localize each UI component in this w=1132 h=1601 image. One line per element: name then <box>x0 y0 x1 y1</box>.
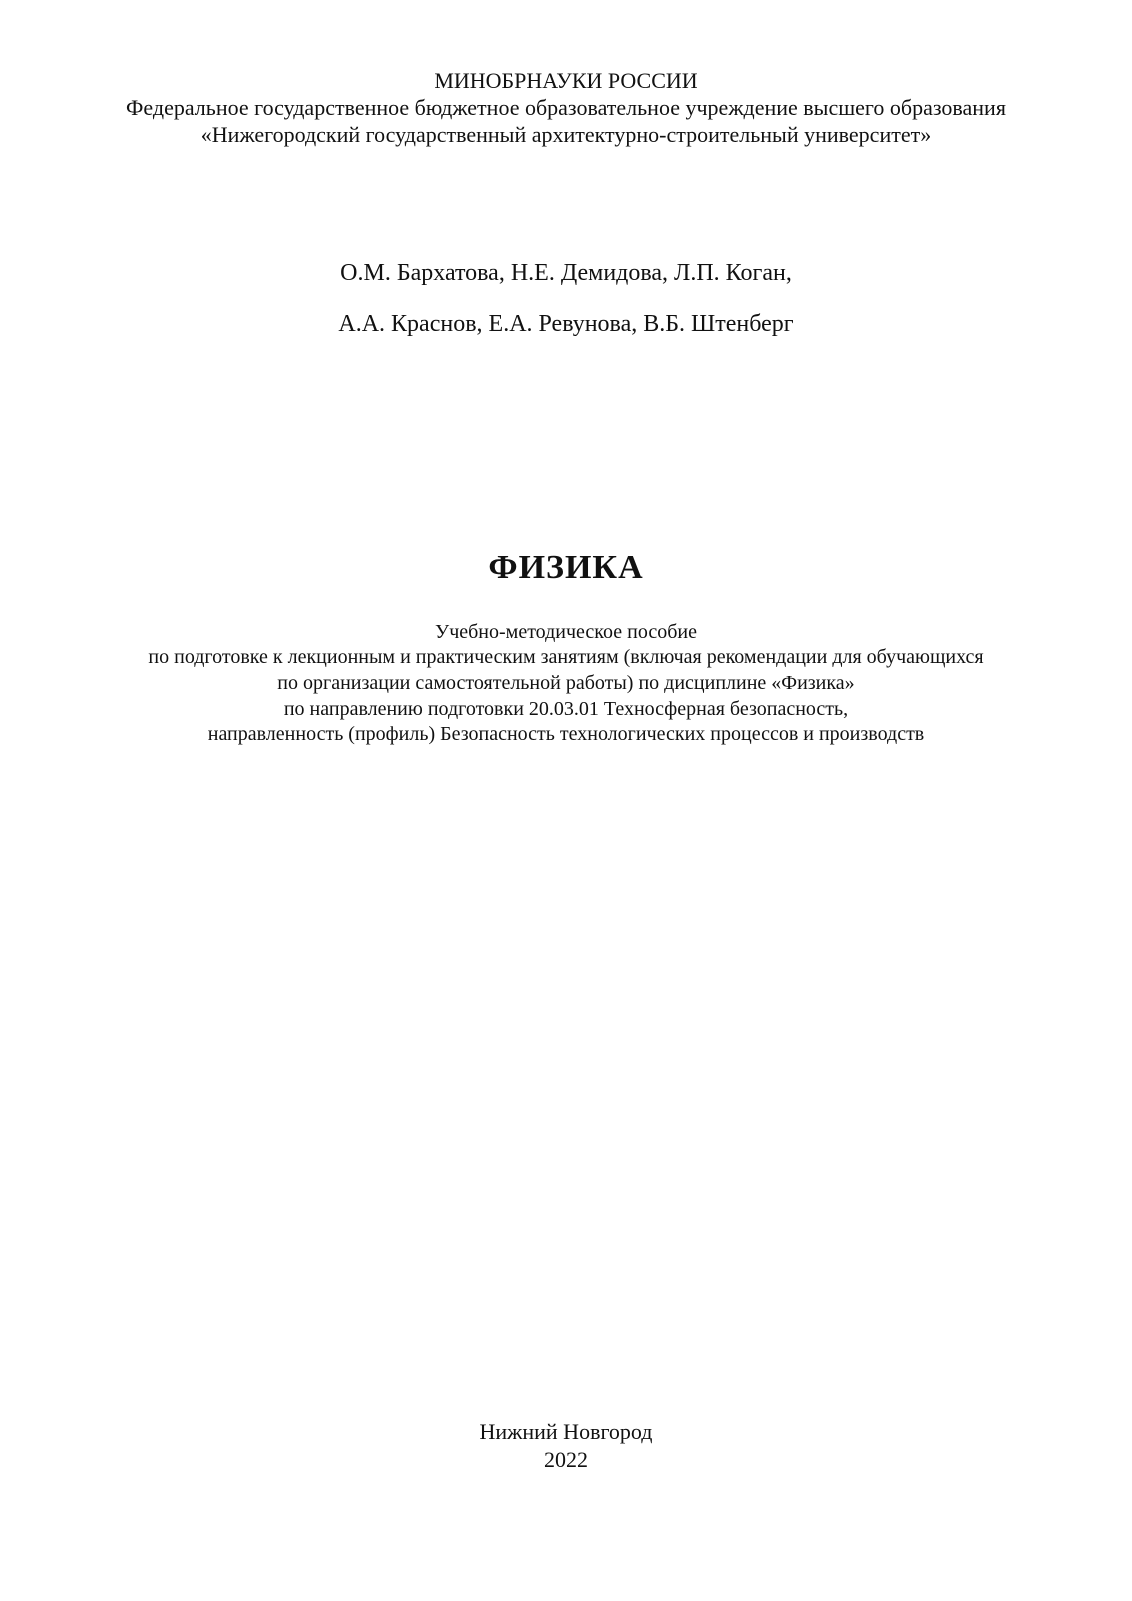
description-line-2: по подготовке к лекционным и практическим занятиям (включая рекомендации для обучающихся <box>148 646 984 668</box>
description-line-4: по направлению подготовки 20.03.01 Техносферная безопасность, <box>283 698 849 720</box>
description-line-1: Учебно-методическое пособие <box>435 621 697 643</box>
publication-year: 2022 <box>544 1447 588 1472</box>
description-line-5: направленность (профиль) Безопасность технологических процессов и производств <box>207 723 925 745</box>
institution-type: Федеральное государственное бюджетное образовательное учреждение высшего образования <box>126 95 1006 120</box>
document-title: ФИЗИКА <box>488 549 644 586</box>
description-line-3: по организации самостоятельной работы) по дисциплине «Физика» <box>277 672 855 694</box>
authors-line-2: А.А. Краснов, Е.А. Ревунова, В.Б. Штенберг <box>338 311 794 337</box>
ministry-name: МИНОБРНАУКИ РОССИИ <box>434 68 698 93</box>
publication-city: Нижний Новгород <box>479 1419 653 1444</box>
university-name: «Нижегородский государственный архитектурно-строительный университет» <box>200 122 932 147</box>
authors-line-1: О.М. Бархатова, Н.Е. Демидова, Л.П. Коган, <box>340 260 792 286</box>
